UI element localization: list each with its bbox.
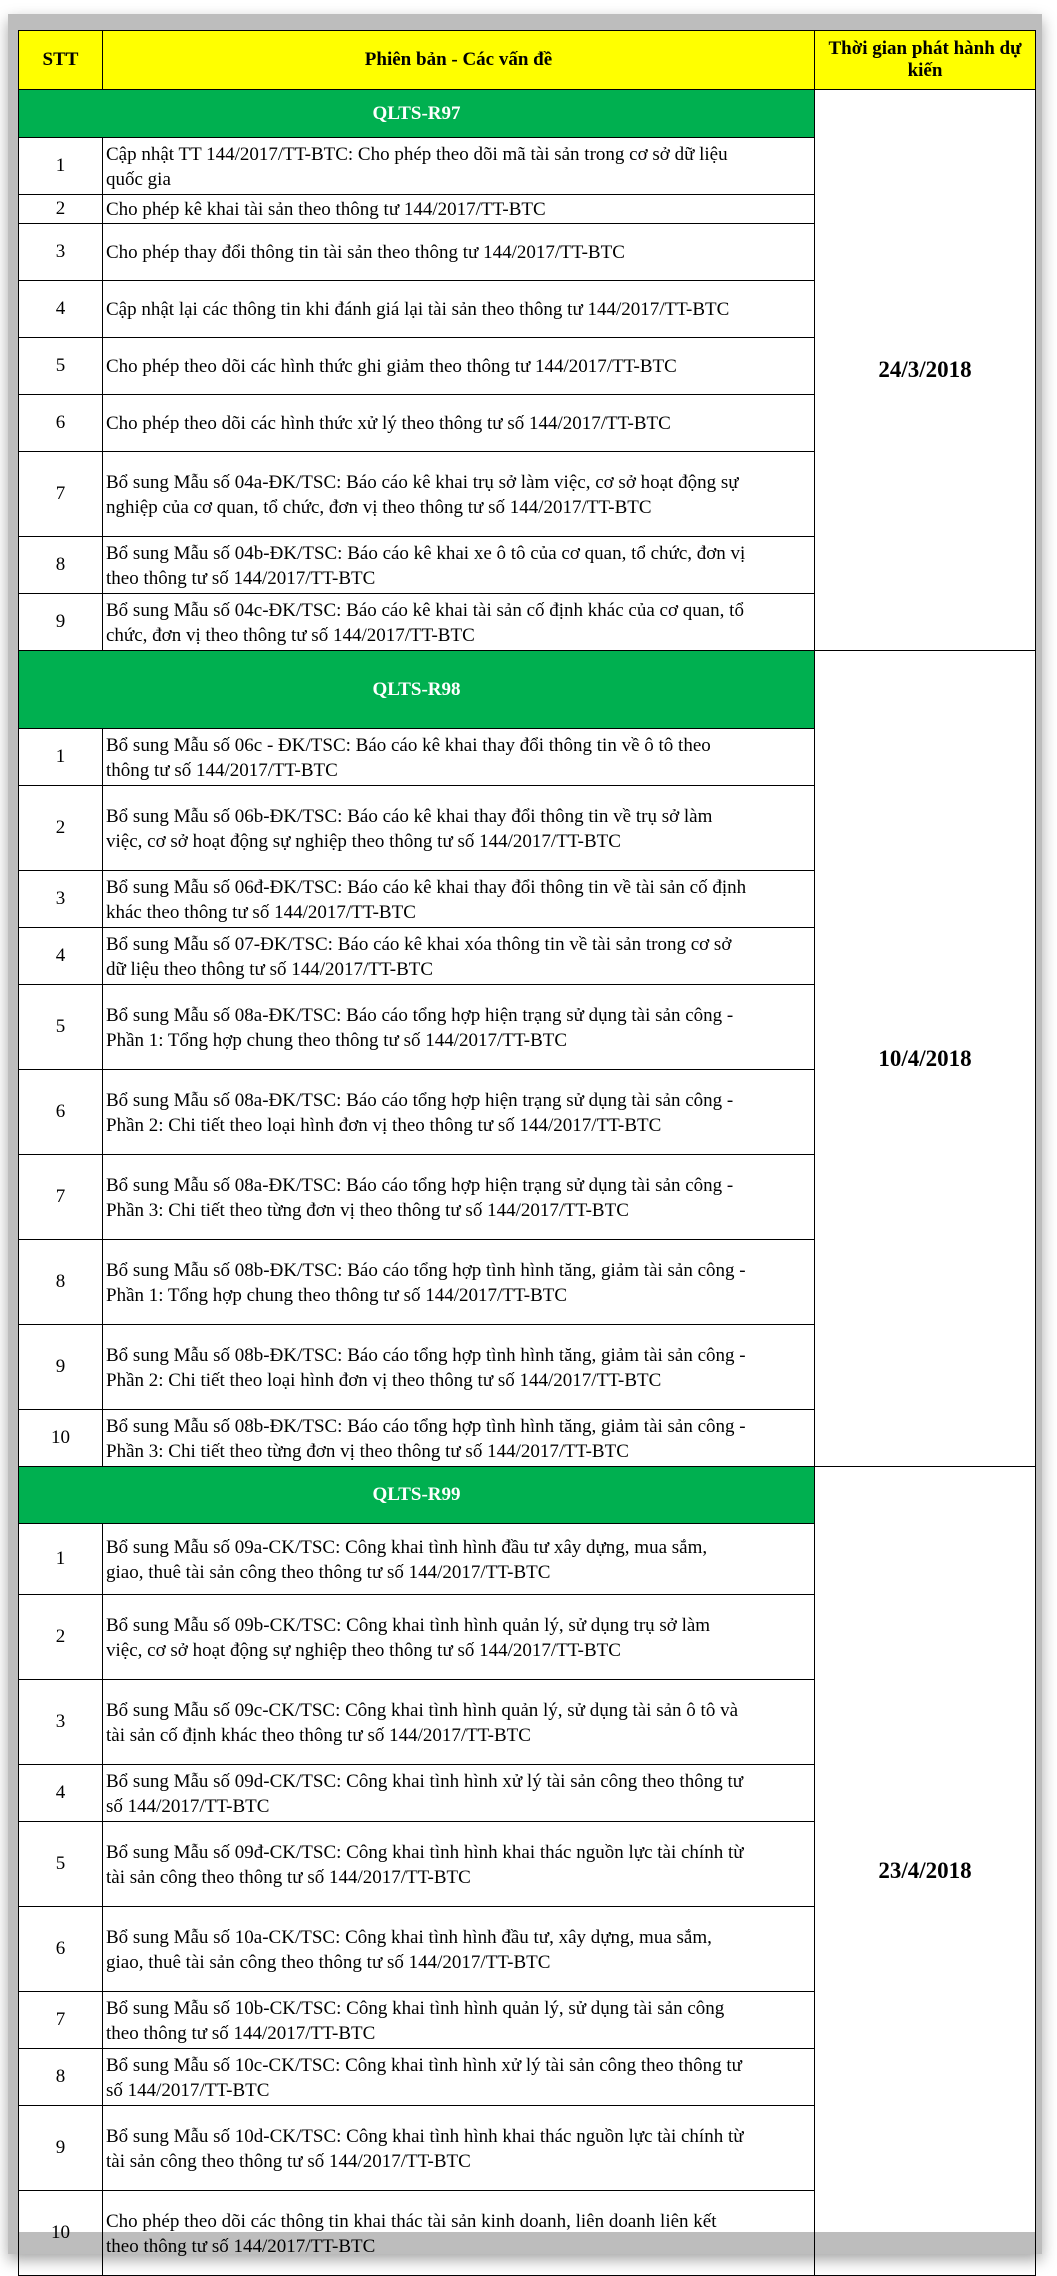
version-row <box>19 1467 1036 1524</box>
issue-line-2: việc, cơ sở hoạt động sự nghiệp theo thông tư số 144/2017/TT-BTC <box>106 1639 621 1661</box>
issue-description <box>103 871 815 928</box>
issue-description <box>103 729 815 786</box>
issue-description <box>103 1524 815 1595</box>
row-number: 6 <box>19 1907 103 1992</box>
header-row <box>19 31 1036 90</box>
issue-line-2: dữ liệu theo thông tư số 144/2017/TT-BTC <box>106 958 434 980</box>
version-label: QLTS-R97 <box>19 90 815 138</box>
issue-description <box>103 1992 815 2049</box>
issue-line-2: tài sản cố định khác theo thông tư số 144/2017/TT-BTC <box>106 1724 531 1746</box>
issue-line-2: Phần 3: Chi tiết theo từng đơn vị theo thông tư số 144/2017/TT-BTC <box>106 1440 629 1462</box>
issue-line-1: Bổ sung Mẫu số 08a-ĐK/TSC: Báo cáo tổng hợp hiện trạng sử dụng tài sản công - <box>106 1174 734 1196</box>
issue-description <box>103 1907 815 1992</box>
issue-description <box>103 452 815 537</box>
issue-line-1: Bổ sung Mẫu số 09c-CK/TSC: Công khai tình hình quản lý, sử dụng tài sản ô tô và <box>106 1699 739 1721</box>
issue-description <box>103 1325 815 1410</box>
issue-description <box>103 1070 815 1155</box>
row-number: 5 <box>19 338 103 395</box>
issue-line-2: giao, thuê tài sản công theo thông tư số 144/2017/TT-BTC <box>106 1951 551 1973</box>
row-number: 3 <box>19 224 103 281</box>
row-number: 2 <box>19 195 103 224</box>
issue-description <box>103 1155 815 1240</box>
issue-description <box>103 195 815 224</box>
issue-description <box>103 1822 815 1907</box>
issue-line-1: Bổ sung Mẫu số 06đ-ĐK/TSC: Báo cáo kê khai thay đổi thông tin về tài sản cố định <box>106 876 747 898</box>
header-release-date: Thời gian phát hành dự kiến <box>815 31 1036 90</box>
issue-line-2: Phần 1: Tổng hợp chung theo thông tư số 144/2017/TT-BTC <box>106 1029 568 1051</box>
version-row <box>19 90 1036 138</box>
row-number: 8 <box>19 2049 103 2106</box>
row-number: 4 <box>19 281 103 338</box>
issue-line-1: Bổ sung Mẫu số 10a-CK/TSC: Công khai tình hình đầu tư, xây dựng, mua sắm, <box>106 1926 712 1948</box>
row-number: 6 <box>19 1070 103 1155</box>
issue-line-1: Bổ sung Mẫu số 06c - ĐK/TSC: Báo cáo kê khai thay đổi thông tin về ô tô theo <box>106 734 711 756</box>
issue-line-1: Bổ sung Mẫu số 07-ĐK/TSC: Báo cáo kê khai xóa thông tin về tài sản trong cơ sở <box>106 933 732 955</box>
issue-line-2: giao, thuê tài sản công theo thông tư số 144/2017/TT-BTC <box>106 1561 551 1583</box>
issue-description <box>103 395 815 452</box>
row-number: 2 <box>19 1595 103 1680</box>
issue-description <box>103 537 815 594</box>
row-number: 1 <box>19 138 103 195</box>
release-date: 10/4/2018 <box>815 651 1036 1467</box>
table-body <box>19 90 1036 2276</box>
issue-line-1: Cập nhật TT 144/2017/TT-BTC: Cho phép theo dõi mã tài sản trong cơ sở dữ liệu <box>106 143 728 165</box>
issue-description <box>103 1240 815 1325</box>
release-date: 24/3/2018 <box>815 90 1036 651</box>
row-number: 4 <box>19 928 103 985</box>
issue-line-1: Bổ sung Mẫu số 08b-ĐK/TSC: Báo cáo tổng hợp tình hình tăng, giảm tài sản công - <box>106 1344 746 1366</box>
issue-line-1: Bổ sung Mẫu số 09đ-CK/TSC: Công khai tình hình khai thác nguồn lực tài chính từ <box>106 1841 744 1863</box>
issue-description <box>103 786 815 871</box>
issue-line-1: Cho phép thay đổi thông tin tài sản theo thông tư 144/2017/TT-BTC <box>106 242 625 263</box>
issue-line-1: Bổ sung Mẫu số 09b-CK/TSC: Công khai tình hình quản lý, sử dụng trụ sở làm <box>106 1614 711 1636</box>
issue-line-2: tài sản công theo thông tư số 144/2017/TT-BTC <box>106 1866 471 1888</box>
issue-line-1: Bổ sung Mẫu số 08b-ĐK/TSC: Báo cáo tổng hợp tình hình tăng, giảm tài sản công - <box>106 1259 746 1281</box>
issue-description <box>103 2049 815 2106</box>
issue-line-2: Phần 2: Chi tiết theo loại hình đơn vị theo thông tư số 144/2017/TT-BTC <box>106 1114 662 1136</box>
issue-line-1: Bổ sung Mẫu số 10d-CK/TSC: Công khai tình hình khai thác nguồn lực tài chính từ <box>106 2125 744 2147</box>
issue-line-2: việc, cơ sở hoạt động sự nghiệp theo thông tư số 144/2017/TT-BTC <box>106 830 621 852</box>
issue-line-1: Cho phép kê khai tài sản theo thông tư 144/2017/TT-BTC <box>106 199 546 220</box>
issue-line-1: Bổ sung Mẫu số 04b-ĐK/TSC: Báo cáo kê khai xe ô tô của cơ quan, tổ chức, đơn vị <box>106 542 746 564</box>
row-number: 7 <box>19 1155 103 1240</box>
issue-line-2: Phần 1: Tổng hợp chung theo thông tư số 144/2017/TT-BTC <box>106 1284 568 1306</box>
issue-line-1: Bổ sung Mẫu số 09d-CK/TSC: Công khai tình hình xử lý tài sản công theo thông tư <box>106 1770 744 1792</box>
issue-line-1: Bổ sung Mẫu số 04a-ĐK/TSC: Báo cáo kê khai trụ sở làm việc, cơ sở hoạt động sự <box>106 471 739 493</box>
row-number: 6 <box>19 395 103 452</box>
header-issues: Phiên bản - Các vấn đề <box>103 31 815 90</box>
row-number: 9 <box>19 594 103 651</box>
issue-line-1: Bổ sung Mẫu số 06b-ĐK/TSC: Báo cáo kê khai thay đổi thông tin về trụ sở làm <box>106 805 713 827</box>
issue-line-2: nghiệp của cơ quan, tổ chức, đơn vị theo thông tư số 144/2017/TT-BTC <box>106 496 652 518</box>
release-date: 23/4/2018 <box>815 1467 1036 2276</box>
issue-line-2: Phần 3: Chi tiết theo từng đơn vị theo thông tư số 144/2017/TT-BTC <box>106 1199 629 1221</box>
issue-description <box>103 2191 815 2276</box>
issue-line-2: khác theo thông tư số 144/2017/TT-BTC <box>106 901 416 923</box>
issue-line-1: Bổ sung Mẫu số 10b-CK/TSC: Công khai tình hình quản lý, sử dụng tài sản công <box>106 1997 725 2019</box>
issue-line-1: Cập nhật lại các thông tin khi đánh giá lại tài sản theo thông tư 144/2017/TT-BTC <box>106 299 730 320</box>
version-label: QLTS-R99 <box>19 1467 815 1524</box>
issue-line-2: quốc gia <box>106 168 171 190</box>
issue-line-2: thông tư số 144/2017/TT-BTC <box>106 759 338 781</box>
issue-description <box>103 985 815 1070</box>
row-number: 10 <box>19 2191 103 2276</box>
row-number: 7 <box>19 1992 103 2049</box>
issue-line-2: chức, đơn vị theo thông tư số 144/2017/TT-BTC <box>106 624 475 646</box>
issue-line-1: Bổ sung Mẫu số 08a-ĐK/TSC: Báo cáo tổng hợp hiện trạng sử dụng tài sản công - <box>106 1089 734 1111</box>
issue-line-2: theo thông tư số 144/2017/TT-BTC <box>106 2022 376 2044</box>
issue-line-1: Bổ sung Mẫu số 04c-ĐK/TSC: Báo cáo kê khai tài sản cố định khác của cơ quan, tổ <box>106 599 744 621</box>
issue-line-1: Bổ sung Mẫu số 08a-ĐK/TSC: Báo cáo tổng hợp hiện trạng sử dụng tài sản công - <box>106 1004 734 1026</box>
row-number: 5 <box>19 1822 103 1907</box>
issue-description <box>103 224 815 281</box>
row-number: 3 <box>19 871 103 928</box>
row-number: 8 <box>19 1240 103 1325</box>
issue-line-2: theo thông tư số 144/2017/TT-BTC <box>106 567 376 589</box>
issue-line-1: Bổ sung Mẫu số 10c-CK/TSC: Công khai tình hình xử lý tài sản công theo thông tư <box>106 2054 742 2076</box>
issue-description <box>103 338 815 395</box>
issue-line-2: tài sản công theo thông tư số 144/2017/TT-BTC <box>106 2150 471 2172</box>
row-number: 4 <box>19 1765 103 1822</box>
issue-description <box>103 281 815 338</box>
row-number: 1 <box>19 1524 103 1595</box>
row-number: 1 <box>19 729 103 786</box>
issue-description <box>103 1595 815 1680</box>
issue-line-1: Bổ sung Mẫu số 08b-ĐK/TSC: Báo cáo tổng hợp tình hình tăng, giảm tài sản công - <box>106 1415 746 1437</box>
issue-line-1: Cho phép theo dõi các hình thức xử lý theo thông tư số 144/2017/TT-BTC <box>106 413 671 434</box>
issue-description <box>103 928 815 985</box>
version-label: QLTS-R98 <box>19 651 815 729</box>
issue-line-2: Phần 2: Chi tiết theo loại hình đơn vị theo thông tư số 144/2017/TT-BTC <box>106 1369 662 1391</box>
issue-description <box>103 1410 815 1467</box>
row-number: 2 <box>19 786 103 871</box>
issue-line-1: Bổ sung Mẫu số 09a-CK/TSC: Công khai tình hình đầu tư xây dựng, mua sắm, <box>106 1536 708 1558</box>
issue-line-1: Cho phép theo dõi các thông tin khai thác tài sản kinh doanh, liên doanh liên kết <box>106 2210 717 2232</box>
row-number: 9 <box>19 2106 103 2191</box>
issue-line-2: số 144/2017/TT-BTC <box>106 2079 270 2101</box>
issue-description <box>103 594 815 651</box>
issue-description <box>103 2106 815 2191</box>
row-number: 9 <box>19 1325 103 1410</box>
row-number: 3 <box>19 1680 103 1765</box>
issue-description <box>103 1765 815 1822</box>
row-number: 5 <box>19 985 103 1070</box>
issue-line-2: số 144/2017/TT-BTC <box>106 1795 270 1817</box>
row-number: 8 <box>19 537 103 594</box>
row-number: 10 <box>19 1410 103 1467</box>
issue-line-1: Cho phép theo dõi các hình thức ghi giảm theo thông tư 144/2017/TT-BTC <box>106 356 677 377</box>
issue-line-2: theo thông tư số 144/2017/TT-BTC <box>106 2235 376 2257</box>
version-row <box>19 651 1036 729</box>
issue-description <box>103 138 815 195</box>
release-schedule-sheet <box>18 30 1035 2257</box>
issue-description <box>103 1680 815 1765</box>
header-stt: STT <box>19 31 103 90</box>
row-number: 7 <box>19 452 103 537</box>
release-schedule-table <box>18 30 1036 2276</box>
